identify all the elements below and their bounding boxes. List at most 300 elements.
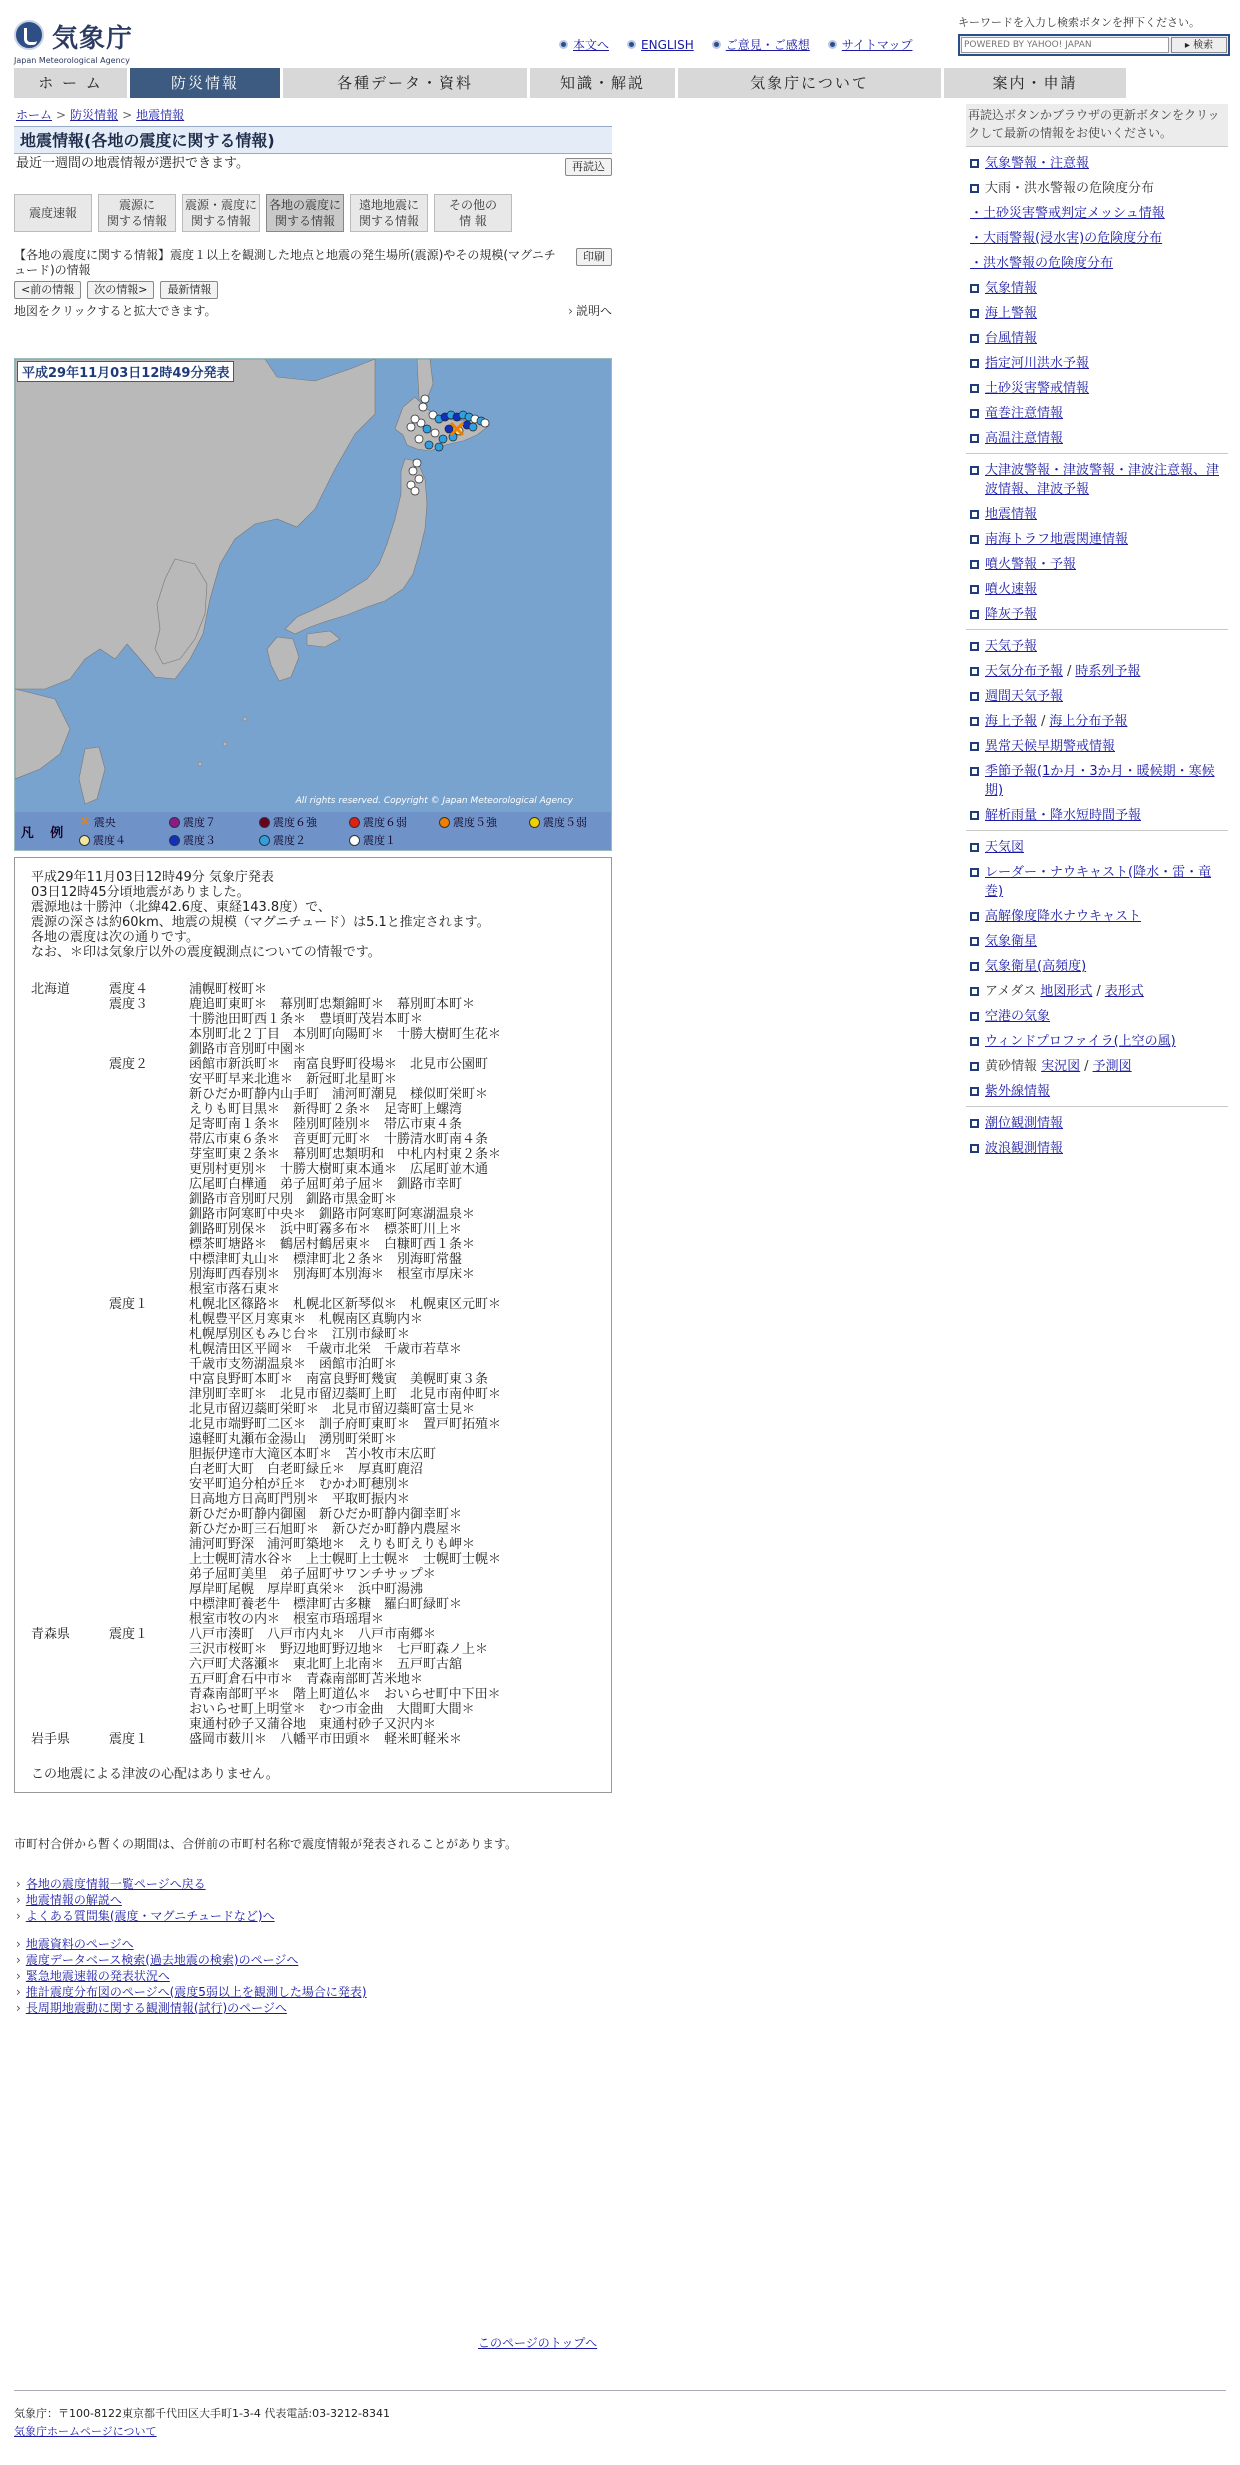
sidebar-subitem[interactable]: [966, 201, 1228, 226]
info-description: 【各地の震度に関する情報】震度１以上を観測した地点と地震の発生場所(震源)やその規模(マグニチュード)の情報: [14, 248, 556, 277]
square-bullet-icon: [970, 284, 979, 293]
station-line: 函館市新浜町＊ 南富良野町役場＊ 北見市公園町: [189, 1057, 489, 1072]
sidebar-item[interactable]: [966, 904, 1228, 929]
station-line: 広尾町白樺通 弟子屈町弟子屈＊ 釧路市幸町: [189, 1177, 463, 1192]
main-content: [14, 126, 612, 2016]
tab-other[interactable]: [434, 194, 512, 232]
sidebar-link-marine-a[interactable]: 海上予報: [985, 714, 1038, 729]
intensity-dot-icon: [169, 817, 180, 828]
station-line: 本別町北２丁目 本別町向陽町＊ 十勝大樹町生花＊: [189, 1027, 502, 1042]
prefecture-name: 岩手県: [31, 1732, 71, 1747]
intensity-level: 震度１: [109, 1297, 149, 1312]
station-marker: [481, 419, 489, 427]
sidebar-item[interactable]: [966, 684, 1228, 709]
legend-label: 震度６強: [273, 816, 317, 829]
page-top-link[interactable]: このページのトップへ: [478, 2336, 598, 2350]
square-bullet-icon: [970, 334, 979, 343]
tab-intensity-flash[interactable]: [14, 194, 92, 232]
station-marker: [421, 395, 429, 403]
legend-title: 凡 例: [20, 825, 70, 841]
intensity-dot-icon: [349, 817, 360, 828]
sidebar-link-risk-sub[interactable]: ・ 大雨警報(浸水害)の危険度分布: [970, 229, 1162, 248]
intensity-dot-icon: [79, 835, 90, 846]
square-bullet-icon: [970, 1144, 979, 1153]
intensity-dot-icon: [169, 835, 180, 846]
intensity-dot-icon: [529, 817, 540, 828]
resource-links: [14, 1936, 612, 2016]
sidebar-item[interactable]: [966, 1136, 1228, 1161]
sidebar-subitem[interactable]: [966, 226, 1228, 251]
square-bullet-icon: [970, 811, 979, 820]
station-marker: [409, 467, 417, 475]
square-bullet-icon: [970, 434, 979, 443]
map-hint: 地図をクリックすると拡大できます。: [14, 304, 217, 318]
breadcrumb-disaster[interactable]: 防災情報: [70, 108, 119, 122]
station-line: 中標津町丸山＊ 標津町北２条＊ 別海町常盤: [189, 1252, 463, 1267]
station-line: 浦河町野深 浦河町築地＊ えりも町えりも岬＊: [189, 1537, 476, 1552]
sidebar-item[interactable]: [966, 954, 1228, 979]
earthquake-report: [14, 857, 612, 1793]
intensity-row: [31, 1297, 595, 1627]
sidebar-item[interactable]: [966, 860, 1228, 904]
sidebar-item: [966, 659, 1228, 684]
sidebar-link-info[interactable]: 土砂災害警戒情報: [985, 381, 1090, 396]
legend-label: 震度１: [363, 834, 396, 847]
station-line: 北見市留辺蘂町栄町＊ 北見市留辺蘂町富士見＊: [189, 1402, 476, 1417]
station-marker: [423, 425, 431, 433]
sidebar-item[interactable]: [966, 527, 1228, 552]
station-line: 北見市端野町二区＊ 訓子府町東町＊ 置戸町拓殖＊: [189, 1417, 502, 1432]
intensity-row: [31, 1732, 595, 1747]
legend-label: 震度５強: [453, 816, 497, 829]
print-button[interactable]: 印刷: [576, 248, 612, 266]
jma-logo-icon: [14, 20, 44, 50]
station-line: 八戸市湊町 八戸市内丸＊ 八戸市南郷＊: [189, 1627, 437, 1642]
site-header: [14, 12, 1226, 64]
prefecture-name: [31, 1057, 109, 1297]
station-line: 釧路市阿寒町中央＊ 釧路市阿寒町阿寒湖温泉＊: [189, 1207, 476, 1222]
sidebar-group-observation: [966, 830, 1228, 1106]
sidebar-link-warnings[interactable]: 気象警報・注意報: [985, 156, 1090, 171]
logo-subtitle: Japan Meteorological Agency: [14, 56, 130, 65]
legend-item: [349, 832, 429, 848]
municipality-note: 市町村合併から暫くの期間は、合併前の市町村名称で震度情報が発表されることがあります。: [14, 1837, 518, 1851]
sidebar-link-uv[interactable]: 紫外線情報: [985, 1084, 1051, 1099]
station-line: えりも町目黒＊ 新得町２条＊ 足寄町上螺湾: [189, 1102, 463, 1117]
station-marker: [431, 429, 439, 437]
report-navigation: [14, 281, 612, 299]
related-links: [14, 1876, 612, 1924]
sidebar-link-info[interactable]: 指定河川洪水予報: [985, 356, 1090, 371]
link-english[interactable]: ENGLISH: [641, 37, 694, 52]
legend-item: [529, 814, 609, 830]
sidebar-group-ocean: [966, 1106, 1228, 1163]
station-line: 札幌清田区平岡＊ 千歳市北栄 千歳市若草＊: [189, 1342, 463, 1357]
station-line: 遠軽町丸瀬布金湯山 湧別町栄町＊: [189, 1432, 398, 1447]
tab-hypocenter-intensity[interactable]: [182, 194, 260, 232]
link-earthquake-explanation[interactable]: › 地震情報の解説へ: [25, 1893, 122, 1907]
link-intensity-list[interactable]: › 各地の震度情報一覧ページへ戻る: [25, 1877, 206, 1891]
sidebar-item: [966, 1054, 1228, 1079]
square-bullet-icon: [970, 560, 979, 569]
sidebar-item: [966, 709, 1228, 734]
sidebar-link-ocean[interactable]: 潮位観測情報: [985, 1116, 1064, 1131]
sidebar-amedas-b[interactable]: 表形式: [1104, 984, 1144, 999]
footer-home-link[interactable]: 気象庁ホームページについて: [14, 2425, 157, 2438]
sidebar-kosa-label: 黄砂情報: [985, 1059, 1038, 1074]
sidebar-kosa-a[interactable]: 実況図: [1041, 1059, 1081, 1074]
station-line: 弟子屈町美里 弟子屈町サワンチサップ＊: [189, 1567, 436, 1582]
link-feedback[interactable]: ご意見・ご感想: [725, 38, 810, 52]
prefecture-name: [31, 997, 109, 1057]
intensity-row: [31, 997, 595, 1057]
prefecture-name: [31, 1297, 109, 1627]
square-bullet-icon: [970, 409, 979, 418]
sidebar-link-quake[interactable]: 地震情報: [985, 507, 1038, 522]
sidebar-link-longrange[interactable]: 解析雨量・降水短時間予報: [985, 808, 1142, 823]
jma-logo[interactable]: [14, 16, 164, 66]
prefecture-name: 青森県: [31, 1627, 71, 1642]
station-line: 中富良野町本町＊ 南富良野町幾寅 美幌町東３条: [189, 1372, 489, 1387]
intensity-row: [31, 1057, 595, 1297]
intensity-dot-icon: [349, 835, 360, 846]
legend-label: 震央: [93, 816, 116, 829]
sidebar-item[interactable]: [966, 759, 1228, 803]
epicenter-icon: ✕: [79, 813, 91, 830]
station-line: おいらせ町上明堂＊ むつ市金曲 大間町大間＊: [189, 1702, 475, 1717]
station-marker: [407, 423, 415, 431]
legend-label: 震度２: [273, 834, 306, 847]
info-type-tabs: [14, 194, 612, 232]
station-line: 更別村更別＊ 十勝大樹町東本通＊ 広尾町並木通: [189, 1162, 489, 1177]
legend-item: [169, 814, 249, 830]
breadcrumb-home[interactable]: ホーム: [16, 108, 53, 122]
link-earthquake-materials[interactable]: › 地震資料のページへ: [25, 1937, 134, 1951]
sidebar-link-quake[interactable]: 大津波警報・津波警報・津波注意報、津波情報、津波予報: [985, 463, 1220, 497]
map-copyright: All rights reserved. Copyright © Japan Meteorological Agency: [295, 796, 573, 806]
square-bullet-icon: [970, 962, 979, 971]
sidebar-link-obs[interactable]: レーダー・ナウキャスト(降水・雷・竜巻): [985, 865, 1212, 899]
prev-report-button[interactable]: <前の情報: [14, 281, 81, 299]
station-marker: [411, 415, 419, 423]
sidebar-group-quake: [966, 453, 1228, 629]
nav-home[interactable]: ホ ー ム: [14, 68, 127, 98]
search-button[interactable]: ▸ 検索: [1171, 37, 1227, 53]
link-long-period-motion[interactable]: › 長周期地震動に関する観測情報(試行)のページへ: [25, 2001, 287, 2015]
sidebar-link-risk-sub[interactable]: ・ 土砂災害警戒判定メッシュ情報: [970, 204, 1165, 223]
sidebar-link-obs[interactable]: 気象衛星: [985, 934, 1038, 949]
station-line: 千歳市支笏湖温泉＊ 函館市泊町＊: [189, 1357, 398, 1372]
sidebar-link-quake[interactable]: 南海トラフ地震関連情報: [985, 532, 1129, 547]
sidebar-item[interactable]: [966, 634, 1228, 659]
station-line: 新ひだか町静内御園 新ひだか町静内御幸町＊: [189, 1507, 463, 1522]
station-line: 帯広市東６条＊ 音更町元町＊ 十勝清水町南４条: [189, 1132, 489, 1147]
sidebar-link-info[interactable]: 台風情報: [985, 331, 1038, 346]
square-bullet-icon: [970, 987, 979, 996]
sidebar-link-info[interactable]: 海上警報: [985, 306, 1038, 321]
sidebar-item[interactable]: [966, 577, 1228, 602]
sidebar-item[interactable]: [966, 351, 1228, 376]
station-marker: [425, 441, 433, 449]
tab-distant-earthquake[interactable]: [350, 194, 428, 232]
sidebar-heading-risk: 大雨・洪水警報の危険度分布: [985, 181, 1155, 196]
bullet-icon: [559, 40, 568, 49]
separator: /: [1041, 714, 1046, 729]
station-line: 鹿追町東町＊ 幕別町忠類錦町＊ 幕別町本町＊: [189, 997, 476, 1012]
footer-address: 気象庁：〒100-8122東京都千代田区大手町1-3-4 代表電話:03-3212-8341: [14, 2407, 391, 2420]
station-line: 根室市牧の内＊ 根室市珸瑶瑁＊: [189, 1612, 385, 1627]
station-line: 札幌豊平区月寒東＊ 札幌南区真駒内＊: [189, 1312, 424, 1327]
sidebar-item[interactable]: [966, 276, 1228, 301]
square-bullet-icon: [970, 309, 979, 318]
tab-label: 各地の震度に 関する情報: [268, 198, 341, 228]
station-marker: [445, 425, 453, 433]
bullet-icon: [627, 40, 636, 49]
sidebar-link-quake[interactable]: 噴火警報・予報: [985, 557, 1077, 572]
legend-item: [349, 814, 429, 830]
tab-label: 遠地地震に 関する情報: [358, 198, 419, 228]
legend-item: [169, 832, 249, 848]
sidebar-link-quake[interactable]: 降灰予報: [985, 607, 1038, 622]
sidebar-link-longrange[interactable]: 季節予報(1か月・3か月・暖候期・寒候期): [985, 764, 1215, 798]
site-footer: [14, 2390, 1226, 2441]
station-line: 安平町早来北進＊ 新冠町北星町＊: [189, 1072, 398, 1087]
sidebar-link-obs[interactable]: 天気図: [985, 840, 1025, 855]
station-list: [189, 1732, 595, 1747]
sidebar-link-obs2[interactable]: ウィンドプロファイラ(上空の風): [985, 1034, 1176, 1049]
station-line: 厚岸町尾幌 厚岸町真栄＊ 浜中町湯沸: [189, 1582, 424, 1597]
station-line: 芽室町東２条＊ 幕別町忠類明和 中札内村東２条＊: [189, 1147, 502, 1162]
sidebar-item[interactable]: [966, 1029, 1228, 1054]
tab-local-intensity[interactable]: [266, 194, 344, 232]
station-line: 根室市落石東＊: [189, 1282, 281, 1297]
station-marker: [413, 459, 421, 467]
nav-about[interactable]: 気象庁について: [678, 68, 941, 98]
square-bullet-icon: [970, 535, 979, 544]
station-line: 白老町大町 白老町緑丘＊ 厚真町鹿沼: [189, 1462, 424, 1477]
nav-data[interactable]: 各種データ・資料: [283, 68, 527, 98]
nav-knowledge[interactable]: 知識・解説: [530, 68, 675, 98]
station-list: [189, 1627, 595, 1732]
tab-hypocenter[interactable]: [98, 194, 176, 232]
square-bullet-icon: [970, 642, 979, 651]
station-line: 標茶町塘路＊ 鶴居村鶴居東＊ 白糠町西１条＊: [189, 1237, 476, 1252]
station-line: 釧路町別保＊ 浜中町霧多布＊ 標茶町川上＊: [189, 1222, 463, 1237]
page-description: 最近一週間の地震情報が選択できます。: [16, 156, 249, 171]
station-line: 青森南部町平＊ 階上町道仏＊ おいらせ町中下田＊: [189, 1687, 501, 1702]
sidebar-link-longrange[interactable]: 異常天候早期警戒情報: [985, 739, 1116, 754]
square-bullet-icon: [970, 1087, 979, 1096]
separator: /: [1067, 664, 1072, 679]
separator: /: [1096, 984, 1101, 999]
intensity-level: 震度４: [109, 982, 149, 997]
station-line: 十勝池田町西１条＊ 豊頃町茂岩本町＊: [189, 1012, 424, 1027]
station-line: 日高地方日高町門別＊ 平取町振内＊: [189, 1492, 411, 1507]
station-line: 新ひだか町静内山手町 浦河町潮見 様似町栄町＊: [189, 1087, 489, 1102]
tab-label: 震源・震度に 関する情報: [184, 198, 257, 228]
sidebar-link-quake[interactable]: 噴火速報: [985, 582, 1038, 597]
sidebar-item[interactable]: [966, 803, 1228, 828]
station-marker: [439, 435, 447, 443]
legend-item: [79, 814, 159, 830]
sidebar-link-info[interactable]: 竜巻注意情報: [985, 406, 1064, 421]
intensity-level: 震度１: [109, 1732, 149, 1747]
station-line: 中標津町養老牛 標津町古多糠 羅臼町緑町＊: [189, 1597, 463, 1612]
next-report-button[interactable]: 次の情報>: [87, 281, 154, 299]
sidebar-link-obs2[interactable]: 空港の気象: [985, 1009, 1051, 1024]
search-input[interactable]: [961, 37, 1169, 53]
station-line: 札幌厚別区もみじ台＊ 江別市緑町＊: [189, 1327, 411, 1342]
utility-links: [559, 36, 912, 53]
square-bullet-icon: [970, 667, 979, 676]
intensity-level: 震度２: [109, 1057, 149, 1072]
sidebar-link-info[interactable]: 気象情報: [985, 281, 1038, 296]
sidebar-item[interactable]: [966, 1111, 1228, 1136]
intensity-dot-icon: [259, 835, 270, 846]
square-bullet-icon: [970, 510, 979, 519]
intensity-dot-icon: [259, 817, 270, 828]
station-marker: [435, 443, 443, 451]
sidebar-link-distribution-b[interactable]: 時系列予報: [1075, 664, 1141, 679]
square-bullet-icon: [970, 1119, 979, 1128]
sidebar-item: [966, 176, 1228, 201]
intensity-table: [31, 982, 595, 1747]
square-bullet-icon: [970, 184, 979, 193]
link-eew-status[interactable]: › 緊急地震速報の発表状況へ: [25, 1969, 170, 1983]
link-estimated-intensity[interactable]: › 推計震度分布図のページへ(震度5弱以上を観測した場合に発表): [25, 1985, 367, 1999]
station-line: 東通村砂子又蒲谷地 東通村砂子又沢内＊: [189, 1717, 437, 1732]
sidebar-item[interactable]: [966, 734, 1228, 759]
station-marker: [411, 487, 419, 495]
nav-disaster-info[interactable]: 防災情報: [130, 68, 280, 98]
sidebar-link-obs[interactable]: 高解像度降水ナウキャスト: [985, 909, 1142, 924]
sidebar-link-risk-sub[interactable]: ・ 洪水警報の危険度分布: [970, 254, 1113, 273]
station-marker: [415, 475, 423, 483]
sidebar-item[interactable]: [966, 1079, 1228, 1104]
sidebar-item[interactable]: [966, 426, 1228, 451]
legend-label: 震度３: [183, 834, 216, 847]
sidebar-item[interactable]: [966, 401, 1228, 426]
station-line: 上士幌町清水谷＊ 上士幌町上士幌＊ 士幌町士幌＊: [189, 1552, 502, 1567]
station-line: 札幌北区篠路＊ 札幌北区新琴似＊ 札幌東区元町＊: [189, 1297, 502, 1312]
search-label: キーワードを入力し検索ボタンを押下ください。: [958, 16, 1200, 29]
sidebar-item[interactable]: [966, 151, 1228, 176]
station-marker: [469, 423, 477, 431]
sidebar-item[interactable]: [966, 1004, 1228, 1029]
map-issued-stamp: 平成29年11月03日12時49分発表: [17, 361, 234, 382]
station-line: 釧路市音別町尺別 釧路市黒金町＊: [189, 1192, 398, 1207]
square-bullet-icon: [970, 1012, 979, 1021]
legend-item: [259, 832, 339, 848]
sidebar-item[interactable]: [966, 376, 1228, 401]
legend-label: 震度６弱: [363, 816, 407, 829]
sidebar-amedas-label: アメダス: [985, 984, 1037, 999]
sidebar-notice: 再読込ボタンかブラウザの更新ボタンをクリックして最新の情報をお使いください。: [968, 108, 1220, 140]
station-list: [189, 1297, 595, 1627]
sidebar-link-weekly[interactable]: 週間天気予報: [985, 689, 1064, 704]
sidebar-link-obs[interactable]: 気象衛星(高頻度): [985, 959, 1087, 974]
station-line: 三沢市桜町＊ 野辺地町野辺地＊ 七戸町森ノ上＊: [189, 1642, 489, 1657]
legend-item: [439, 814, 519, 830]
sidebar-item[interactable]: [966, 552, 1228, 577]
station-line: 別海町西春別＊ 別海町本別海＊ 根室市厚床＊: [189, 1267, 476, 1282]
station-line: 安平町追分柏が丘＊ むかわ町穂別＊: [189, 1477, 411, 1492]
square-bullet-icon: [970, 843, 979, 852]
separator: /: [1084, 1059, 1089, 1074]
sidebar-item[interactable]: [966, 602, 1228, 627]
site-search: [958, 14, 1230, 56]
latest-report-button[interactable]: 最新情報: [160, 281, 218, 299]
square-bullet-icon: [970, 1062, 979, 1071]
station-line: 浦幌町桜町＊: [189, 982, 268, 997]
station-list: [189, 997, 595, 1057]
legend-item: [79, 832, 159, 848]
reload-button[interactable]: 再読込: [565, 158, 612, 176]
sidebar-item[interactable]: [966, 502, 1228, 527]
bullet-icon: [828, 40, 837, 49]
map-legend: [15, 812, 611, 850]
explanation-link[interactable]: › 説明へ: [568, 302, 612, 319]
intensity-map[interactable]: [14, 358, 612, 851]
sidebar-link-marine-b[interactable]: 海上分布予報: [1049, 714, 1128, 729]
sidebar-subitem[interactable]: [966, 251, 1228, 276]
station-line: 六戸町犬落瀬＊ 東北町上北南＊ 五戸町古舘: [189, 1657, 463, 1672]
link-faq[interactable]: › よくある質問集(震度・マグニチュードなど)へ: [25, 1909, 275, 1923]
global-nav: [14, 68, 1226, 98]
square-bullet-icon: [970, 610, 979, 619]
tab-label: 震度速報: [28, 206, 77, 220]
sidebar-item[interactable]: [966, 458, 1228, 502]
sidebar-item[interactable]: [966, 326, 1228, 351]
prefecture-name: 北海道: [31, 982, 71, 997]
map-graphic: [15, 359, 612, 851]
link-main-content[interactable]: 本文へ: [573, 38, 610, 52]
intensity-dot-icon: [439, 817, 450, 828]
link-sitemap[interactable]: サイトマップ: [841, 38, 913, 52]
sidebar-link-forecast[interactable]: 天気予報: [985, 639, 1038, 654]
station-marker: [415, 435, 423, 443]
square-bullet-icon: [970, 1037, 979, 1046]
breadcrumb-earthquake[interactable]: 地震情報: [136, 108, 185, 122]
station-line: 胆振伊達市大滝区本町＊ 苫小牧市末広町: [189, 1447, 437, 1462]
square-bullet-icon: [970, 466, 979, 475]
sidebar-amedas-a[interactable]: 地図形式: [1040, 984, 1093, 999]
bullet-icon: [712, 40, 721, 49]
square-bullet-icon: [970, 159, 979, 168]
link-intensity-database[interactable]: › 震度データベース検索(過去地震の検索)のページへ: [25, 1953, 299, 1967]
intensity-level: 震度１: [109, 1627, 149, 1642]
sidebar-item[interactable]: [966, 835, 1228, 860]
sidebar-link-ocean[interactable]: 波浪観測情報: [985, 1141, 1064, 1156]
station-line: 足寄町南１条＊ 陸別町陸別＊ 帯広市東４条: [189, 1117, 463, 1132]
nav-guide[interactable]: 案内・申請: [944, 68, 1126, 98]
station-line: 盛岡市薮川＊ 八幡平市田頭＊ 軽米町軽米＊: [189, 1732, 463, 1747]
legend-label: 震度５弱: [543, 816, 587, 829]
square-bullet-icon: [970, 359, 979, 368]
sidebar-item: [966, 979, 1228, 1004]
sidebar-kosa-b[interactable]: 予測図: [1092, 1059, 1132, 1074]
legend-item: [259, 814, 339, 830]
sidebar-item[interactable]: [966, 929, 1228, 954]
legend-label: 震度４: [93, 834, 126, 847]
station-line: 五戸町倉石中市＊ 青森南部町苫米地＊: [189, 1672, 424, 1687]
sidebar-link-distribution-a[interactable]: 天気分布予報: [985, 664, 1064, 679]
sidebar-link-info[interactable]: 高温注意情報: [985, 431, 1064, 446]
square-bullet-icon: [970, 742, 979, 751]
station-list: [189, 1057, 595, 1297]
intensity-row: [31, 1627, 595, 1732]
sidebar-item[interactable]: [966, 301, 1228, 326]
